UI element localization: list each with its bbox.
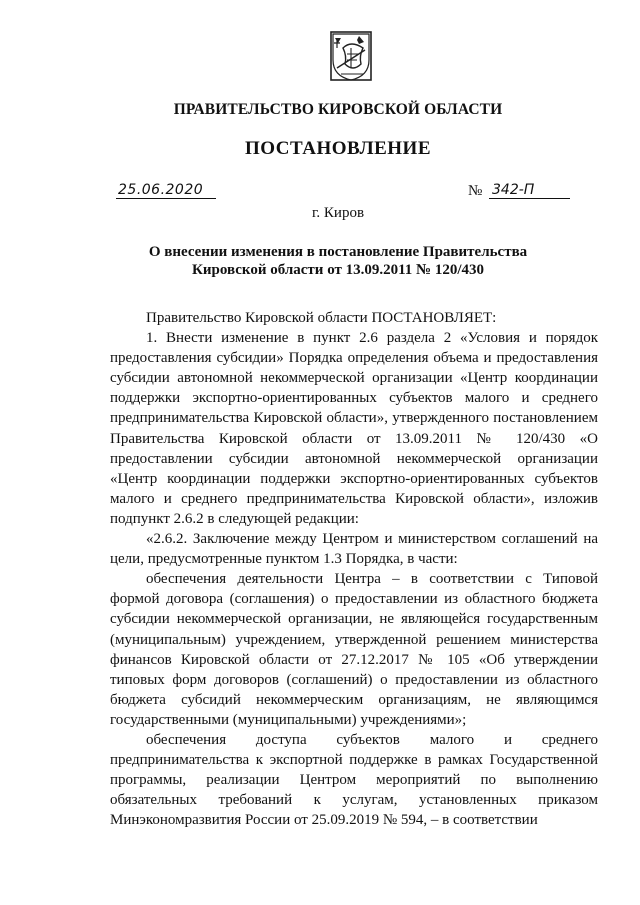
paragraph-item-1: 1. Внести изменение в пункт 2.6 раздела 2 «Условия и порядок предоставления субсидии» Порядка определения объема и предоставления субсидии автономной некоммерческой организации «Центр координации поддержки экспортно-ориентированных субъектов малого и среднего предпринимательства Кировской области», утвержденного постановлением Правительства Кировской области от 13.09.2011 № 120/430 «О предоставлении субсидии автономной некоммерческой организации «Центр координации поддержки экспортно-ориентированных субъектов малого и среднего предпринимательства Кировской области», изложив подпункт 2.6.2 в следующей редакции: [110,330,598,527]
paragraph-export-support: обеспечения доступа субъектов малого и среднего предпринимательства к экспортной поддержке в рамках Государственной программы, реализации Центром мероприятий по выполнению обязательных требований к услугам, установленных приказом Минэкономразвития России от 25.09.2019 № 594, – в соответствии [110,731,598,829]
paragraph-center-activity: обеспечения деятельности Центра – в соответствии с Типовой формой договора (соглашения) о предоставлении из областного бюджета субсидии некоммерческой организации, не являющейся государственным (муниципальным) учреждением, утвержденной решением министерства финансов Кировской области от 27.12.2017 № 105 «Об утверждении типовых форм договоров (соглашений) о предоставлении из областного бюджета субсидий некоммерческим организациям, не являющимся государственными (муниципальными) учреждениями»; [110,571,598,728]
decree-body [110,308,598,830]
decree-title-line-1: О внесении изменения в постановление Правительства [148,244,528,260]
paragraph-2-6-2: «2.6.2. Заключение между Центром и министерством соглашений на цели, предусмотренные пунктом 1.3 Порядка, в части: [110,531,598,568]
government-name: ПРАВИТЕЛЬСТВО КИРОВСКОЙ ОБЛАСТИ [173,101,503,118]
decree-title [0,243,640,279]
decree-date: 25.06.2020 [116,183,216,199]
decree-number: 342-П [489,183,570,199]
document-type: ПОСТАНОВЛЕНИЕ [244,138,432,159]
paragraph-intro: Правительство Кировской области ПОСТАНОВЛЯЕТ: [146,310,497,326]
decree-title-line-2: Кировской области от 13.09.2011 № 120/430 [191,262,485,278]
kirov-coat-of-arms-icon [329,30,373,84]
number-label: № [468,183,483,199]
city: г. Киров [311,205,365,221]
